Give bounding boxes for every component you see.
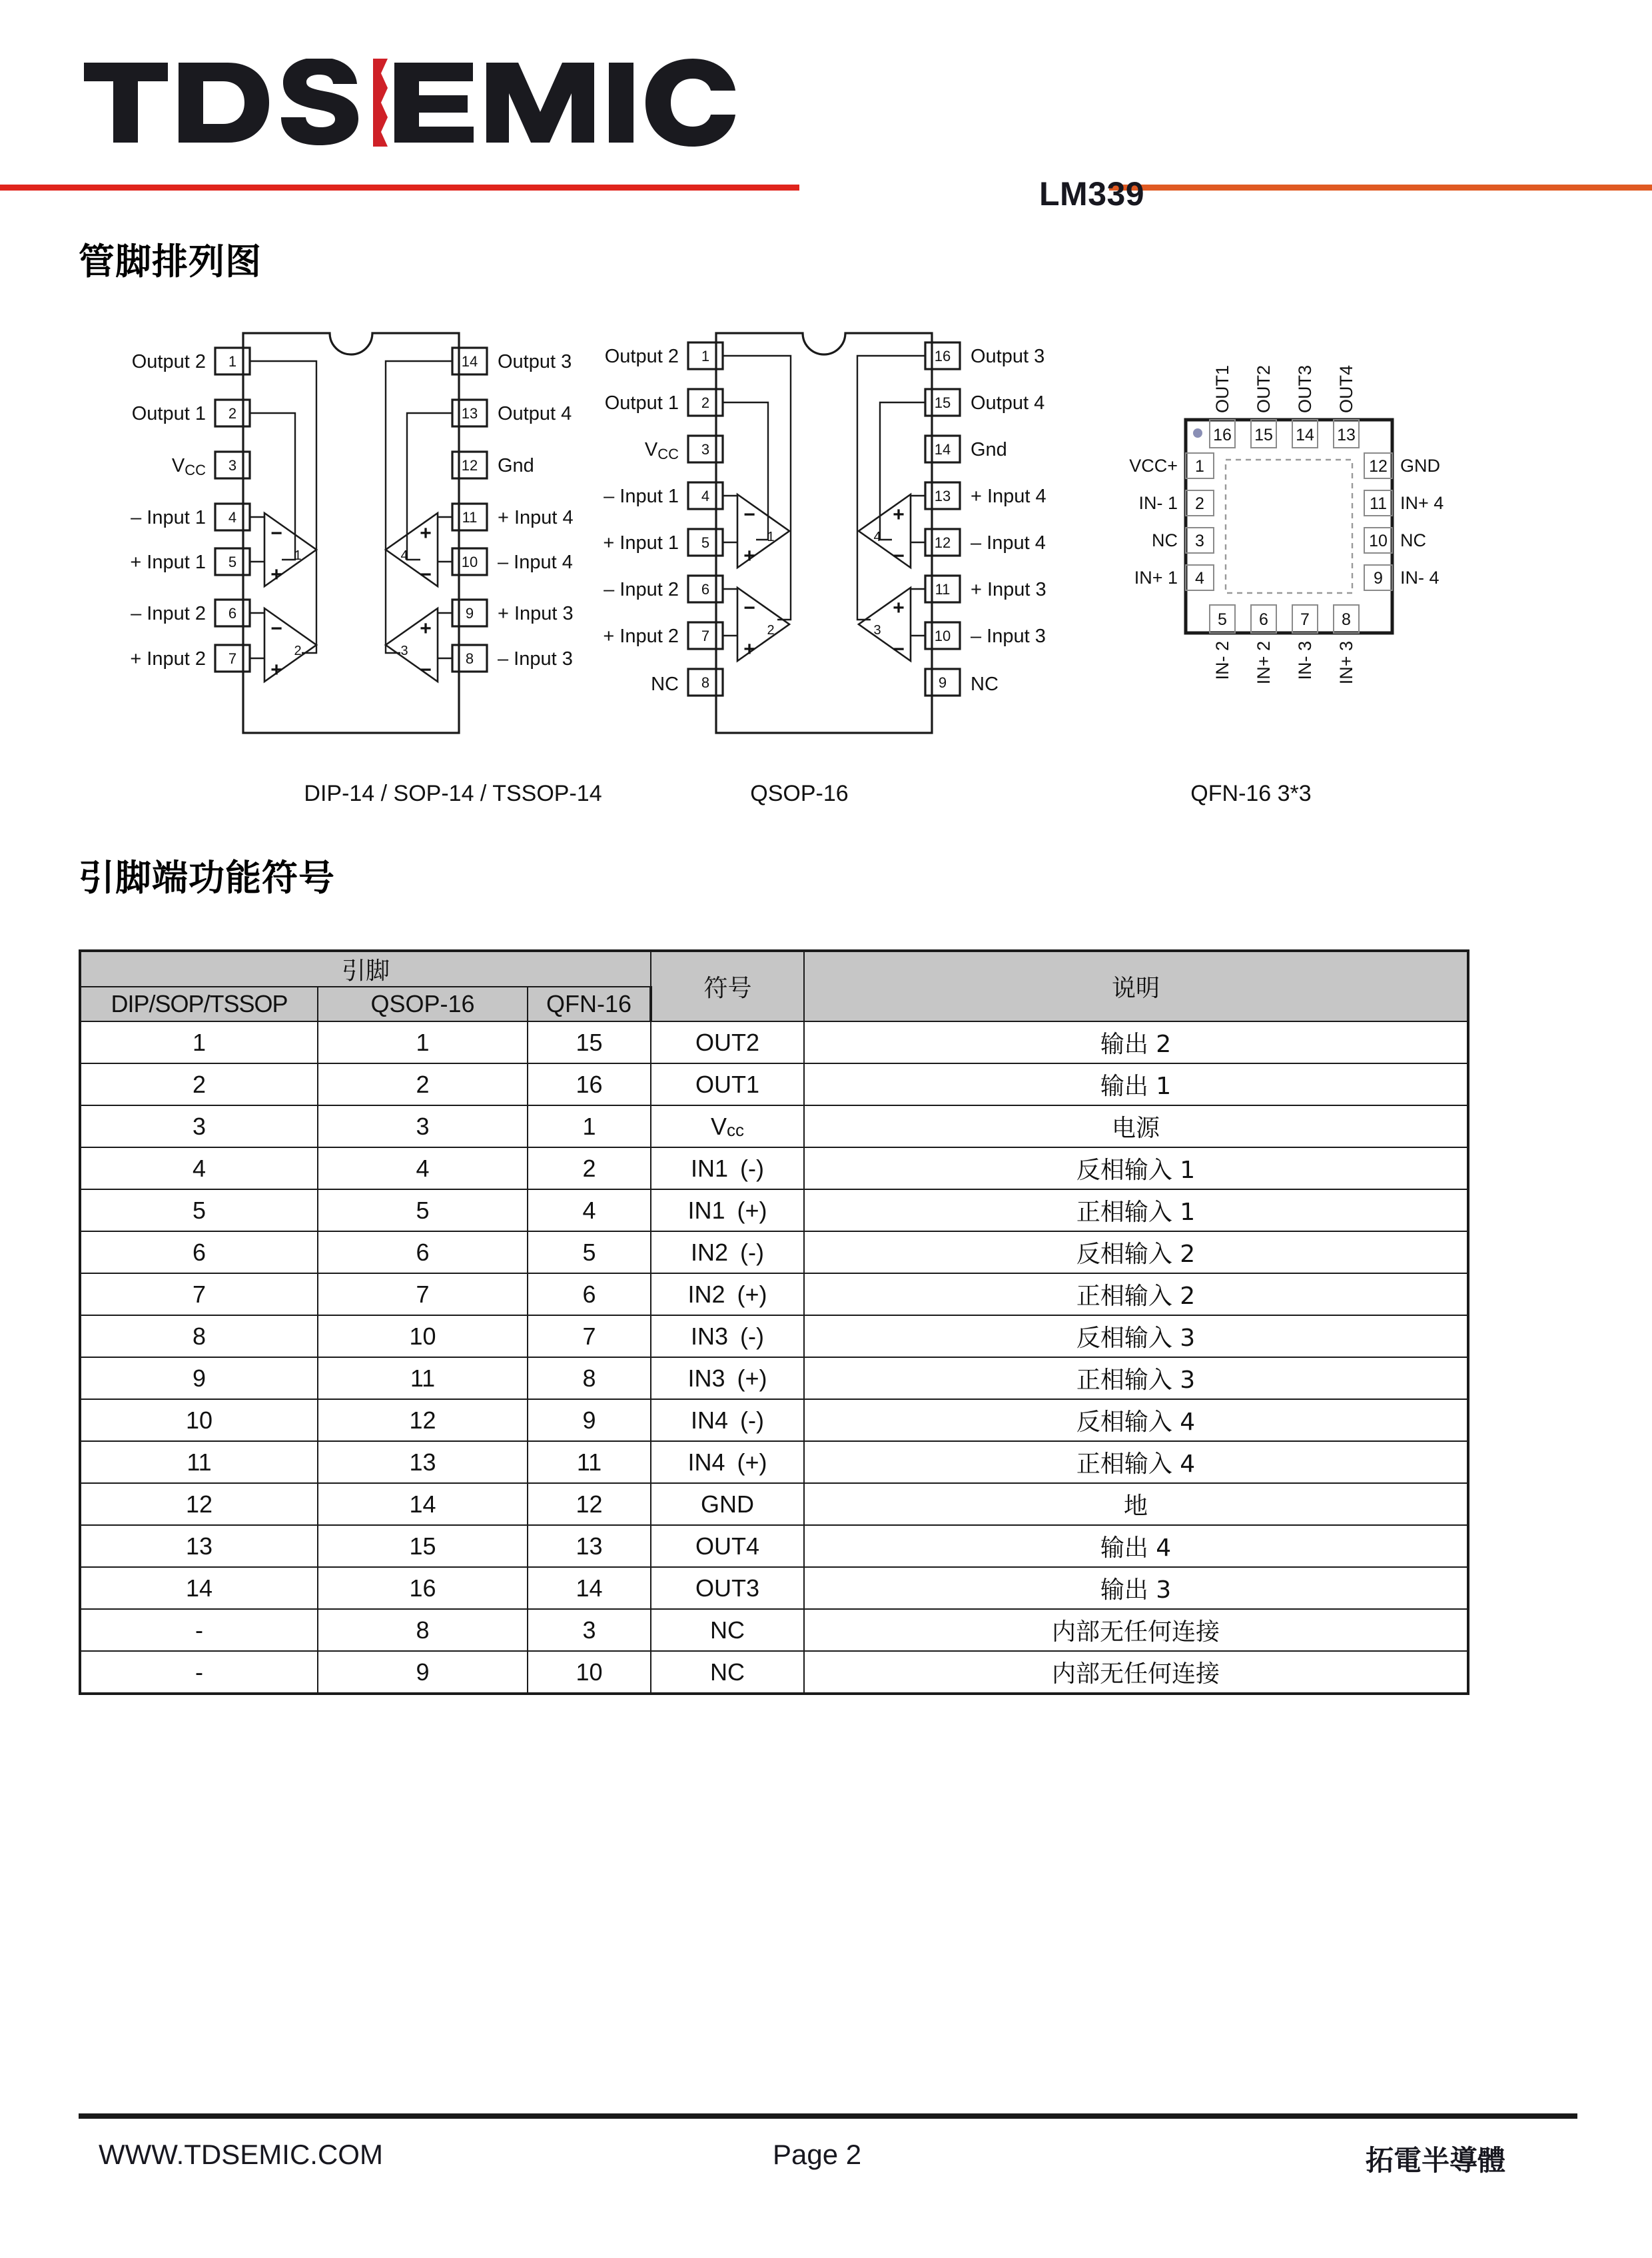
- cell-qsop: 4: [318, 1147, 528, 1189]
- qsop-pin-1-label: Output 2: [604, 346, 679, 367]
- header-qfn-16: QFN-16: [528, 987, 651, 1021]
- cell-qsop: 14: [318, 1483, 528, 1525]
- qfn-pad-2-num: 2: [1195, 494, 1204, 513]
- part-number: LM339: [1039, 175, 1145, 213]
- cell-dip: 10: [80, 1399, 318, 1441]
- qsop-pin-11-num: 11: [935, 581, 951, 598]
- qfn16-diagram: [1059, 320, 1485, 760]
- cell-qfn: 2: [528, 1147, 651, 1189]
- cell-qsop: 3: [318, 1105, 528, 1147]
- dip-pin-12-num: 12: [461, 457, 478, 474]
- cell-desc: 输出 4: [804, 1525, 1468, 1567]
- qfn-pad-14-num: 14: [1296, 426, 1314, 444]
- cell-qsop: 6: [318, 1231, 528, 1273]
- svg-text:−: −: [270, 618, 282, 640]
- table-row: [80, 1063, 1468, 1105]
- cell-qsop: 16: [318, 1567, 528, 1609]
- qsop-pin-9-label: NC: [971, 674, 999, 695]
- dip-pin-4-num: 4: [228, 509, 237, 526]
- qfn-pad-12-label: GND: [1400, 456, 1440, 476]
- cell-dip: -: [80, 1609, 318, 1651]
- dip-pin-10-label: – Input 4: [498, 552, 573, 573]
- qsop-comparator-3: 3: [873, 623, 881, 638]
- dip-pin-4-label: – Input 1: [131, 507, 206, 528]
- qfn-pad-14-label: OUT3: [1295, 364, 1315, 413]
- header-description: 说明: [804, 951, 1468, 1021]
- cell-qsop: 5: [318, 1189, 528, 1231]
- dip-pin-13-label: Output 4: [498, 403, 572, 424]
- header-symbol: 符号: [651, 951, 804, 1021]
- svg-text:+: +: [420, 618, 432, 640]
- dip-pin-11-num: 11: [462, 509, 478, 526]
- dip-pin-7-label: + Input 2: [130, 648, 206, 670]
- cell-dip: 11: [80, 1441, 318, 1483]
- cell-dip: 3: [80, 1105, 318, 1147]
- qsop-pin-7-num: 7: [701, 628, 710, 644]
- qfn-pad-11-num: 11: [1370, 494, 1387, 513]
- qfn-pad-8-num: 8: [1342, 610, 1351, 629]
- cell-desc: 正相输入 2: [804, 1273, 1468, 1315]
- cell-symbol: Vcc: [651, 1105, 804, 1147]
- cell-symbol: IN2 (-): [651, 1231, 804, 1273]
- table-row: [80, 1399, 1468, 1441]
- svg-text:−: −: [893, 545, 905, 567]
- dip-pin-3-label: VCC: [171, 455, 206, 478]
- dip-pin-12-label: Gnd: [498, 455, 534, 476]
- pin1-indicator-dot: [1193, 428, 1202, 438]
- qsop-pin-12-num: 12: [934, 534, 951, 551]
- svg-text:−: −: [743, 504, 755, 526]
- qfn-pad-2-label: IN- 1: [1138, 493, 1178, 513]
- package-diagrams: [0, 320, 1652, 773]
- qfn-pad-13-label: OUT4: [1336, 364, 1356, 413]
- qsop-pin-11-label: + Input 3: [971, 579, 1046, 600]
- pinout-section-title: 管脚排列图: [79, 241, 262, 282]
- cell-dip: 14: [80, 1567, 318, 1609]
- qfn-pad-3-num: 3: [1195, 532, 1204, 550]
- cell-symbol: OUT2: [651, 1021, 804, 1063]
- table-row: [80, 1441, 1468, 1483]
- qsop-pin-2-num: 2: [701, 394, 710, 411]
- qfn-pad-8-label: IN+ 3: [1336, 641, 1356, 685]
- cell-symbol: OUT4: [651, 1525, 804, 1567]
- cell-symbol: IN4 (+): [651, 1441, 804, 1483]
- cell-symbol: IN3 (+): [651, 1357, 804, 1399]
- cell-qsop: 7: [318, 1273, 528, 1315]
- dip-pin-6-num: 6: [228, 605, 237, 622]
- cell-qsop: 11: [318, 1357, 528, 1399]
- cell-symbol: IN3 (-): [651, 1315, 804, 1357]
- footer-rule: [79, 2113, 1577, 2119]
- cell-desc: 内部无任何连接: [804, 1651, 1468, 1694]
- qfn-pad-6-label: IN+ 2: [1254, 641, 1274, 685]
- cell-symbol: GND: [651, 1483, 804, 1525]
- table-row: [80, 1147, 1468, 1189]
- svg-text:+: +: [893, 504, 905, 526]
- dip-pin-9-label: + Input 3: [498, 603, 574, 624]
- qfn-pad-11-label: IN+ 4: [1400, 493, 1444, 513]
- dip-pin-6-label: – Input 2: [131, 603, 206, 624]
- qfn-pad-4-num: 4: [1195, 569, 1204, 588]
- dip-package-caption: DIP-14 / SOP-14 / TSSOP-14: [304, 781, 602, 806]
- qfn-pad-15-label: OUT2: [1254, 364, 1274, 413]
- table-row: [80, 1273, 1468, 1315]
- cell-qfn: 10: [528, 1651, 651, 1694]
- pin-function-table: [79, 949, 1469, 1695]
- table-row: [80, 1651, 1468, 1694]
- cell-desc: 内部无任何连接: [804, 1609, 1468, 1651]
- table-row: [80, 1525, 1468, 1567]
- qfn-pad-1-label: VCC+: [1129, 456, 1178, 476]
- table-row: [80, 1315, 1468, 1357]
- qfn-pad-4-label: IN+ 1: [1134, 568, 1178, 588]
- cell-desc: 电源: [804, 1105, 1468, 1147]
- cell-qsop: 2: [318, 1063, 528, 1105]
- cell-qfn: 8: [528, 1357, 651, 1399]
- cell-desc: 反相输入 3: [804, 1315, 1468, 1357]
- qfn-pad-10-num: 10: [1369, 532, 1388, 550]
- qsop-pin-8-num: 8: [701, 674, 710, 691]
- qsop-pin-2-label: Output 1: [604, 392, 679, 414]
- dip-pin-5-num: 5: [228, 554, 237, 570]
- table-row: [80, 1021, 1468, 1063]
- dip-pin-8-label: – Input 3: [498, 648, 573, 670]
- qsop-pin-3-num: 3: [701, 441, 710, 458]
- qsop-pin-5-num: 5: [701, 534, 710, 551]
- dip-pin-5-label: + Input 1: [130, 552, 206, 573]
- dip-pin-3-num: 3: [228, 457, 237, 474]
- dip-pin-9-num: 9: [465, 605, 474, 622]
- cell-qsop: 9: [318, 1651, 528, 1694]
- qfn-pad-7-num: 7: [1300, 610, 1310, 629]
- qfn-pad-5-label: IN- 2: [1212, 641, 1232, 680]
- qsop-pin-10-num: 10: [934, 628, 951, 644]
- qfn-pad-10-label: NC: [1400, 530, 1426, 550]
- qfn-pad-5-num: 5: [1218, 610, 1227, 629]
- header-pin-group: 引脚: [80, 951, 651, 987]
- qsop-pin-9-num: 9: [938, 674, 947, 691]
- header-dip-sop-tssop: DIP/SOP/TSSOP: [80, 987, 318, 1021]
- qfn-pad-16-label: OUT1: [1212, 364, 1232, 413]
- header-rule-left: [0, 185, 799, 191]
- cell-qsop: 8: [318, 1609, 528, 1651]
- table-row: [80, 1567, 1468, 1609]
- qsop-pin-6-num: 6: [701, 581, 710, 598]
- footer-page-number: Page 2: [773, 2139, 862, 2170]
- svg-text:+: +: [270, 659, 282, 681]
- qsop-pin-14-num: 14: [934, 441, 951, 458]
- cell-desc: 反相输入 4: [804, 1399, 1468, 1441]
- table-header-group-row: [80, 951, 1468, 987]
- cell-symbol: NC: [651, 1651, 804, 1694]
- cell-dip: 8: [80, 1315, 318, 1357]
- cell-symbol: OUT1: [651, 1063, 804, 1105]
- function-section-title: 引脚端功能符号: [79, 857, 335, 899]
- table-row: [80, 1231, 1468, 1273]
- dip-pin-2-num: 2: [228, 405, 237, 422]
- qsop-pin-4-label: – Input 1: [604, 486, 679, 507]
- dip-pin-14-label: Output 3: [498, 351, 572, 372]
- cell-desc: 正相输入 3: [804, 1357, 1468, 1399]
- cell-desc: 正相输入 1: [804, 1189, 1468, 1231]
- cell-dip: 6: [80, 1231, 318, 1273]
- qsop-pin-4-num: 4: [701, 488, 710, 504]
- cell-desc: 输出 2: [804, 1021, 1468, 1063]
- qsop-pin-16-label: Output 3: [971, 346, 1045, 367]
- qfn-pad-9-num: 9: [1374, 569, 1383, 588]
- qsop-pin-7-label: + Input 2: [603, 626, 679, 647]
- qfn-pad-16-num: 16: [1213, 426, 1232, 444]
- svg-text:−: −: [420, 659, 432, 681]
- footer-website[interactable]: WWW.TDSEMIC.COM: [99, 2139, 383, 2170]
- header-rule-right: [1109, 185, 1652, 191]
- cell-qfn: 11: [528, 1441, 651, 1483]
- qsop-package-caption: QSOP-16: [750, 781, 849, 806]
- cell-qfn: 13: [528, 1525, 651, 1567]
- qfn-pad-7-label: IN- 3: [1295, 641, 1315, 680]
- dip-pin-2-label: Output 1: [131, 403, 206, 424]
- cell-symbol: NC: [651, 1609, 804, 1651]
- cell-qfn: 15: [528, 1021, 651, 1063]
- qsop-comparator-2: 2: [767, 623, 775, 638]
- qfn-pad-9-label: IN- 4: [1400, 568, 1440, 588]
- qsop-pin-13-label: + Input 4: [971, 486, 1046, 507]
- dip-pin-13-num: 13: [461, 405, 478, 422]
- cell-qsop: 12: [318, 1399, 528, 1441]
- cell-qfn: 3: [528, 1609, 651, 1651]
- qfn-pad-6-num: 6: [1259, 610, 1268, 629]
- qsop-pin-12-label: – Input 4: [971, 532, 1046, 554]
- cell-qfn: 14: [528, 1567, 651, 1609]
- qsop-comparator-4: 4: [873, 530, 881, 544]
- cell-dip: 9: [80, 1357, 318, 1399]
- table-row: [80, 1483, 1468, 1525]
- dip-pin-10-num: 10: [461, 554, 478, 570]
- cell-symbol: IN2 (+): [651, 1273, 804, 1315]
- qsop-pin-16-num: 16: [934, 348, 951, 364]
- cell-desc: 地: [804, 1483, 1468, 1525]
- qsop-comparator-1: 1: [767, 530, 775, 544]
- qsop-pin-14-label: Gnd: [971, 439, 1007, 460]
- cell-qfn: 12: [528, 1483, 651, 1525]
- cell-qfn: 7: [528, 1315, 651, 1357]
- cell-qsop: 10: [318, 1315, 528, 1357]
- qsop-pin-15-label: Output 4: [971, 392, 1045, 414]
- cell-desc: 输出 1: [804, 1063, 1468, 1105]
- dip14-diagram: [117, 320, 649, 760]
- cell-qfn: 6: [528, 1273, 651, 1315]
- cell-qsop: 15: [318, 1525, 528, 1567]
- dip-comparator-3: 3: [400, 644, 408, 658]
- cell-dip: 1: [80, 1021, 318, 1063]
- svg-text:−: −: [893, 638, 905, 660]
- cell-dip: 13: [80, 1525, 318, 1567]
- dip-pin-1-label: Output 2: [131, 351, 206, 372]
- svg-text:−: −: [420, 564, 432, 586]
- dip-comparator-1: 1: [294, 548, 302, 563]
- dip-pin-8-num: 8: [465, 650, 474, 667]
- table-row: [80, 1105, 1468, 1147]
- cell-symbol: IN1 (+): [651, 1189, 804, 1231]
- table-body: [80, 1021, 1468, 1694]
- qsop-pin-6-label: – Input 2: [604, 579, 679, 600]
- cell-dip: -: [80, 1651, 318, 1694]
- qfn-pad-15-num: 15: [1254, 426, 1273, 444]
- qfn-pad-12-num: 12: [1369, 457, 1388, 476]
- cell-qfn: 9: [528, 1399, 651, 1441]
- cell-qfn: 4: [528, 1189, 651, 1231]
- cell-desc: 反相输入 1: [804, 1147, 1468, 1189]
- svg-text:−: −: [743, 597, 755, 619]
- qfn-pad-1-num: 1: [1195, 457, 1204, 476]
- dip-pin-14-num: 14: [461, 353, 478, 370]
- tdsemic-logo: [81, 59, 747, 147]
- cell-desc: 输出 3: [804, 1567, 1468, 1609]
- table-row: [80, 1189, 1468, 1231]
- dip-pin-1-num: 1: [228, 353, 237, 370]
- qsop-pin-15-num: 15: [934, 394, 951, 411]
- qfn-package-caption: QFN-16 3*3: [1190, 781, 1312, 806]
- svg-text:+: +: [743, 545, 755, 567]
- qsop-pin-3-label: VCC: [644, 439, 679, 462]
- dip-pin-11-label: + Input 4: [498, 507, 574, 528]
- qsop-pin-1-num: 1: [701, 348, 710, 364]
- footer-brand: 拓電半導體: [1366, 2144, 1506, 2177]
- svg-text:+: +: [270, 564, 282, 586]
- svg-text:+: +: [420, 522, 432, 544]
- qsop-pin-5-label: + Input 1: [603, 532, 679, 554]
- cell-qfn: 1: [528, 1105, 651, 1147]
- cell-dip: 2: [80, 1063, 318, 1105]
- qfn-pad-13-num: 13: [1337, 426, 1356, 444]
- cell-symbol: IN4 (-): [651, 1399, 804, 1441]
- cell-qsop: 13: [318, 1441, 528, 1483]
- table-row: [80, 1609, 1468, 1651]
- cell-dip: 4: [80, 1147, 318, 1189]
- dip-comparator-4: 4: [400, 548, 408, 563]
- cell-qfn: 16: [528, 1063, 651, 1105]
- svg-text:−: −: [270, 522, 282, 544]
- qsop-pin-13-num: 13: [934, 488, 951, 504]
- cell-qfn: 5: [528, 1231, 651, 1273]
- header-qsop-16: QSOP-16: [318, 987, 528, 1021]
- dip-pin-7-num: 7: [228, 650, 237, 667]
- cell-dip: 12: [80, 1483, 318, 1525]
- qsop16-diagram: [590, 320, 1056, 760]
- cell-desc: 正相输入 4: [804, 1441, 1468, 1483]
- qsop-pin-8-label: NC: [651, 674, 679, 695]
- svg-text:+: +: [743, 638, 755, 660]
- table-row: [80, 1357, 1468, 1399]
- svg-text:+: +: [893, 597, 905, 619]
- cell-symbol: OUT3: [651, 1567, 804, 1609]
- qsop-pin-10-label: – Input 3: [971, 626, 1046, 647]
- cell-dip: 5: [80, 1189, 318, 1231]
- dip-comparator-2: 2: [294, 644, 302, 658]
- cell-dip: 7: [80, 1273, 318, 1315]
- cell-symbol: IN1 (-): [651, 1147, 804, 1189]
- cell-desc: 反相输入 2: [804, 1231, 1468, 1273]
- cell-qsop: 1: [318, 1021, 528, 1063]
- qfn-pad-3-label: NC: [1152, 530, 1178, 550]
